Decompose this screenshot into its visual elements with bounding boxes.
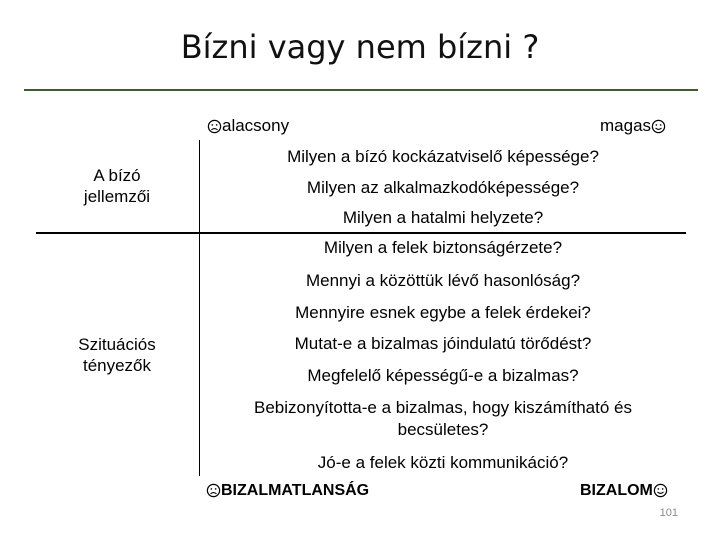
question-item: Milyen a bízó kockázatviselő képessége? [287, 147, 599, 166]
title-underline [24, 89, 698, 91]
axis-trust-label: BIZALOM [580, 482, 653, 499]
question-item: Mennyi a közöttük lévő hasonlóság? [305, 271, 581, 290]
scale-high [600, 116, 666, 136]
section-label-line: jellemzői [83, 187, 151, 206]
question-item: Mennyire esnek egybe a felek érdekei? [295, 303, 591, 322]
section-label-line: Szituációs [78, 335, 156, 354]
page-number: 101 [659, 507, 678, 519]
axis-distrust-label: BIZALMATLANSÁG [221, 482, 370, 499]
section-label-line: tényezők [82, 356, 152, 375]
section-label-line: A bízó [93, 166, 141, 185]
horizontal-divider [36, 232, 686, 234]
question-item: Milyen az alkalmazkodóképessége? [306, 178, 580, 197]
question-item: Mutat-e a bizalmas jóindulatú törődést? [294, 334, 592, 353]
question-item: Milyen a felek biztonságérzete? [323, 238, 563, 257]
question-item: Bebizonyította-e a bizalmas, hogy kiszámítható és [254, 398, 632, 417]
sad-face-icon [206, 483, 221, 498]
slide-title: Bízni vagy nem bízni ? [180, 28, 540, 66]
scale-low [207, 116, 289, 136]
axis-distrust [206, 482, 369, 500]
question-item: Jó-e a felek közti kommunikáció? [317, 453, 569, 472]
scale-low-label: alacsony [222, 116, 290, 135]
question-item: Megfelelő képességű-e a bizalmas? [307, 366, 579, 385]
question-item: Milyen a hatalmi helyzete? [342, 208, 544, 227]
axis-trust [580, 482, 668, 500]
smiley-face-icon [651, 119, 666, 134]
scale-high-label: magas [600, 116, 652, 135]
sad-face-icon [207, 119, 222, 134]
section-label-situational [42, 334, 192, 376]
section-label-trustor [42, 165, 192, 207]
question-item: becsületes? [397, 420, 489, 439]
smiley-face-icon [653, 483, 668, 498]
